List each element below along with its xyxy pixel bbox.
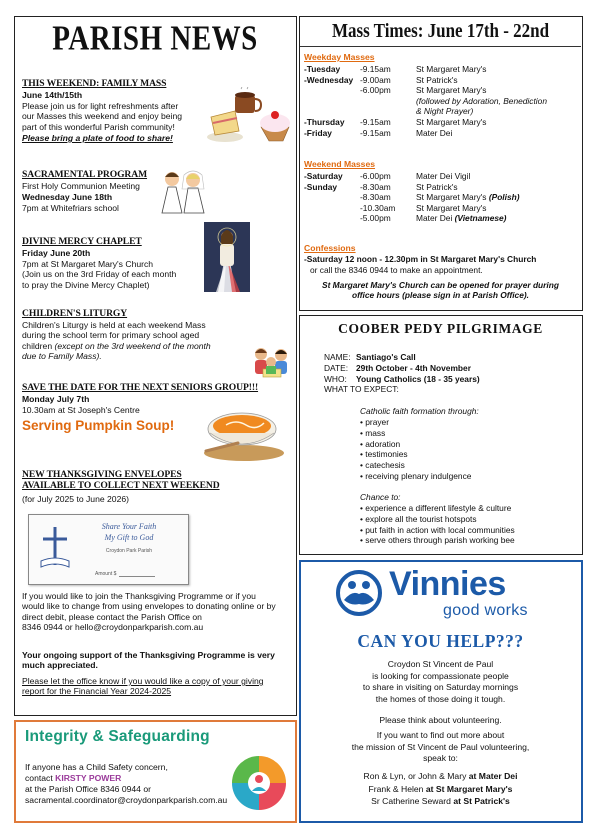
- mass-times-title: Mass Times: June 17th - 22nd: [331, 19, 550, 42]
- envelope-amount-line: [119, 576, 155, 577]
- weekend-mass-row-place: Mater Dei Vigil: [416, 171, 471, 181]
- weekday-mass-row-time: -9.15am: [360, 117, 391, 127]
- weekend-mass-row-place: St Margaret Mary's: [416, 202, 487, 213]
- divine-mercy-heading: DIVINE MERCY CHAPLET: [22, 236, 142, 247]
- family-mass-heading: THIS WEEKEND: FAMILY MASS: [22, 78, 167, 89]
- thanksgiving-heading-1: NEW THANKSGIVING ENVELOPES: [22, 469, 182, 480]
- mass-times-panel: [299, 16, 583, 311]
- divine-mercy-line1: Friday June 20th: [22, 248, 91, 258]
- family-mass-cta: Please bring a plate of food to share!: [22, 133, 173, 143]
- weekend-mass-row-time: -10.30am: [360, 202, 396, 213]
- vinnies-para3: If you want to find out more about the mission of St Vincent de Paul volunteering, speak to:: [351, 730, 530, 763]
- pilgrimage-chance-list: [360, 503, 515, 546]
- weekday-masses-label: Weekday Masses: [304, 52, 375, 62]
- seniors-place: 10.30am at St Joseph's Centre: [22, 405, 140, 415]
- confessions-line1: -Saturday 12 noon - 12.30pm in St Margaret Mary's Church: [304, 254, 537, 264]
- safeguarding-logo: [230, 754, 288, 812]
- formation-item: • testimonies: [360, 449, 408, 460]
- thanksgiving-report: Please let the office know if you would like a copy of your giving report for the Financial Year 2024-2025: [22, 676, 264, 697]
- pumpkin-soup-bowl-illustration: [198, 393, 288, 463]
- weekday-mass-row-day: -Thursday: [304, 117, 345, 127]
- children-reading-illustration: [251, 345, 293, 381]
- thanksgiving-envelope-image: [28, 514, 189, 585]
- weekday-mass-row-time: -9.15am: [360, 127, 391, 138]
- weekday-mass-row-place: (followed by Adoration, Benediction: [416, 95, 547, 106]
- envelope-amount: Amount $: [95, 571, 117, 577]
- weekend-mass-row-day: -Sunday: [304, 181, 338, 192]
- parish-news-panel: [14, 16, 297, 716]
- weekday-mass-row-place: Mater Dei: [416, 127, 453, 138]
- weekday-mass-row-day: -Friday: [304, 127, 332, 138]
- cross-book-icon: [37, 525, 73, 569]
- vinnies-para2: Please think about volunteering.: [379, 715, 502, 725]
- vinnies-para1: Croydon St Vincent de Paul is looking for compassionate people to share in visiting on Saturday mornings the homes of those doing it tough.: [362, 659, 519, 704]
- weekday-mass-row-time: -6.00pm: [360, 85, 391, 96]
- divine-mercy-body: 7pm at St Margaret Mary's Church (Join us on the 3rd Friday of each month to pray the Divine Mercy Chaplet): [22, 259, 177, 290]
- family-mass-date: June 14th/15th: [22, 90, 83, 100]
- vinnies-logo-icon: [336, 570, 382, 616]
- formation-item: • receiving plenary indulgence: [360, 470, 472, 481]
- weekday-mass-row-place: & Night Prayer): [416, 106, 474, 117]
- family-mass-body: Please join us for light refreshments after our Masses this weekend and enjoy being part of this wonderful Parish community!: [22, 101, 183, 132]
- thanksgiving-period: (for July 2025 to June 2026): [22, 494, 130, 504]
- weekday-mass-row-time: -9.00am: [360, 74, 391, 85]
- vinnies-headline: CAN YOU HELP???: [357, 631, 524, 651]
- pilgrimage-title: COOBER PEDY PILGRIMAGE: [338, 321, 543, 336]
- weekend-mass-row-note: (Polish): [488, 192, 520, 203]
- weekend-mass-row-time: -8.30am: [360, 181, 391, 192]
- weekend-mass-row-time: -8.30am: [360, 192, 391, 203]
- seniors-heading: SAVE THE DATE FOR THE NEXT SENIORS GROUP!!!: [22, 382, 259, 393]
- confessions-label: Confessions: [304, 243, 356, 253]
- childrens-liturgy-heading: CHILDREN'S LITURGY: [22, 308, 128, 319]
- weekend-mass-row-time: -6.00pm: [360, 171, 391, 181]
- pilgrimage-formation-label: Catholic faith formation through:: [360, 406, 479, 416]
- vinnies-panel: [299, 560, 583, 823]
- confessions-line2: or call the 8346 0944 to make an appointment.: [310, 265, 483, 275]
- weekend-mass-row-place: St Patrick's: [416, 181, 458, 192]
- childrens-liturgy-body: Children's Liturgy is held at each weekend Mass during the school term for primary school aged children (except on the 3rd weekend of the month due to Family Mass).: [22, 320, 211, 362]
- mass-times-title-rule: [300, 46, 581, 47]
- formation-item: • catechesis: [360, 460, 405, 471]
- weekend-mass-row-place: St Margaret Mary's (Polish): [416, 192, 520, 203]
- refreshments-illustration: [205, 87, 291, 143]
- integrity-panel: [14, 720, 297, 823]
- weekend-mass-row-day: -Saturday: [304, 171, 343, 181]
- integrity-contact-name: KIRSTY POWER: [55, 773, 122, 783]
- pilgrimage-formation-list: [360, 417, 471, 482]
- weekday-mass-row-place: St Margaret Mary's: [416, 85, 487, 96]
- sacramental-line1: First Holy Communion Meeting: [22, 181, 140, 191]
- pilgrimage-details: NAME: Santiago's Call DATE: 29th October - 4th November WHO: Young Catholics (18 - 35 years) WHAT TO EXPECT:: [324, 352, 480, 395]
- envelope-line1: Share Your Faith: [101, 522, 157, 531]
- formation-item: • prayer: [360, 417, 389, 427]
- weekday-mass-row-place: St Patrick's: [416, 74, 458, 85]
- weekday-mass-row-day: -Tuesday: [304, 64, 341, 74]
- formation-item: • mass: [360, 427, 386, 438]
- weekday-mass-row-place: St Margaret Mary's: [416, 117, 487, 127]
- pumpkin-soup-text: Serving Pumpkin Soup!: [22, 418, 175, 433]
- weekend-mass-row-place: Mater Dei (Vietnamese): [416, 213, 507, 224]
- pilgrimage-chance-label: Chance to:: [360, 492, 401, 502]
- divine-mercy-image: [204, 222, 250, 292]
- vinnies-logo-word: Vinnies: [389, 565, 506, 603]
- integrity-title: Integrity & Safeguarding: [25, 728, 210, 745]
- weekend-mass-row-time: -5.00pm: [360, 213, 391, 224]
- parish-news-title: PARISH NEWS: [52, 19, 258, 59]
- seniors-date: Monday July 7th: [22, 394, 90, 404]
- vinnies-contacts: Ron & Lyn, or John & Mary at Mater Dei Frank & Helen at St Margaret Mary's Sr Catherine Seward at St Patrick's: [363, 771, 518, 807]
- thanksgiving-heading-2: AVAILABLE TO COLLECT NEXT WEEKEND: [22, 480, 220, 491]
- sacramental-heading: SACRAMENTAL PROGRAM: [22, 169, 148, 180]
- weekend-mass-row-note: (Vietnamese): [454, 213, 507, 224]
- chance-item: • explore all the tourist hotspots: [360, 513, 477, 524]
- weekday-mass-row-day: -Wednesday: [304, 74, 354, 85]
- thanksgiving-body: If you would like to join the Thanksgiving Programme or if you would like to change from using envelopes to donating online or by direct debit, please contact the Parish Office on 8346 0944 or hello@croydonparkparish.com.au: [22, 591, 276, 633]
- formation-item: • adoration: [360, 438, 401, 449]
- vinnies-logo-tagline: good works: [443, 602, 528, 619]
- weekday-mass-row-place: St Margaret Mary's: [416, 64, 487, 74]
- church-open-note: St Margaret Mary's Church can be opened for prayer during office hours (please sign in at Parish Office).: [321, 280, 559, 301]
- weekend-masses-label: Weekend Masses: [304, 159, 376, 169]
- communion-children-illustration: [158, 169, 208, 215]
- envelope-parish: Croydon Park Parish: [105, 548, 153, 554]
- thanksgiving-support: Your ongoing support of the Thanksgiving Programme is very much appreciated.: [22, 650, 275, 671]
- pilgrimage-panel: [299, 315, 583, 555]
- chance-item: • serve others through parish working bee: [360, 535, 515, 546]
- weekday-mass-row-time: -9.15am: [360, 64, 391, 74]
- sacramental-line2: Wednesday June 18th: [22, 192, 113, 202]
- chance-item: • put faith in action with local communities: [360, 524, 515, 535]
- sacramental-line3: 7pm at Whitefriars school: [22, 203, 119, 213]
- chance-item: • experience a different lifestyle & culture: [360, 503, 512, 513]
- integrity-body: If anyone has a Child Safety concern, contact KIRSTY POWER at the Parish Office 8346 0944 or sacramental.coordinator@croydonparkparish.com.au: [25, 762, 228, 805]
- envelope-line2: My Gift to God: [104, 533, 154, 542]
